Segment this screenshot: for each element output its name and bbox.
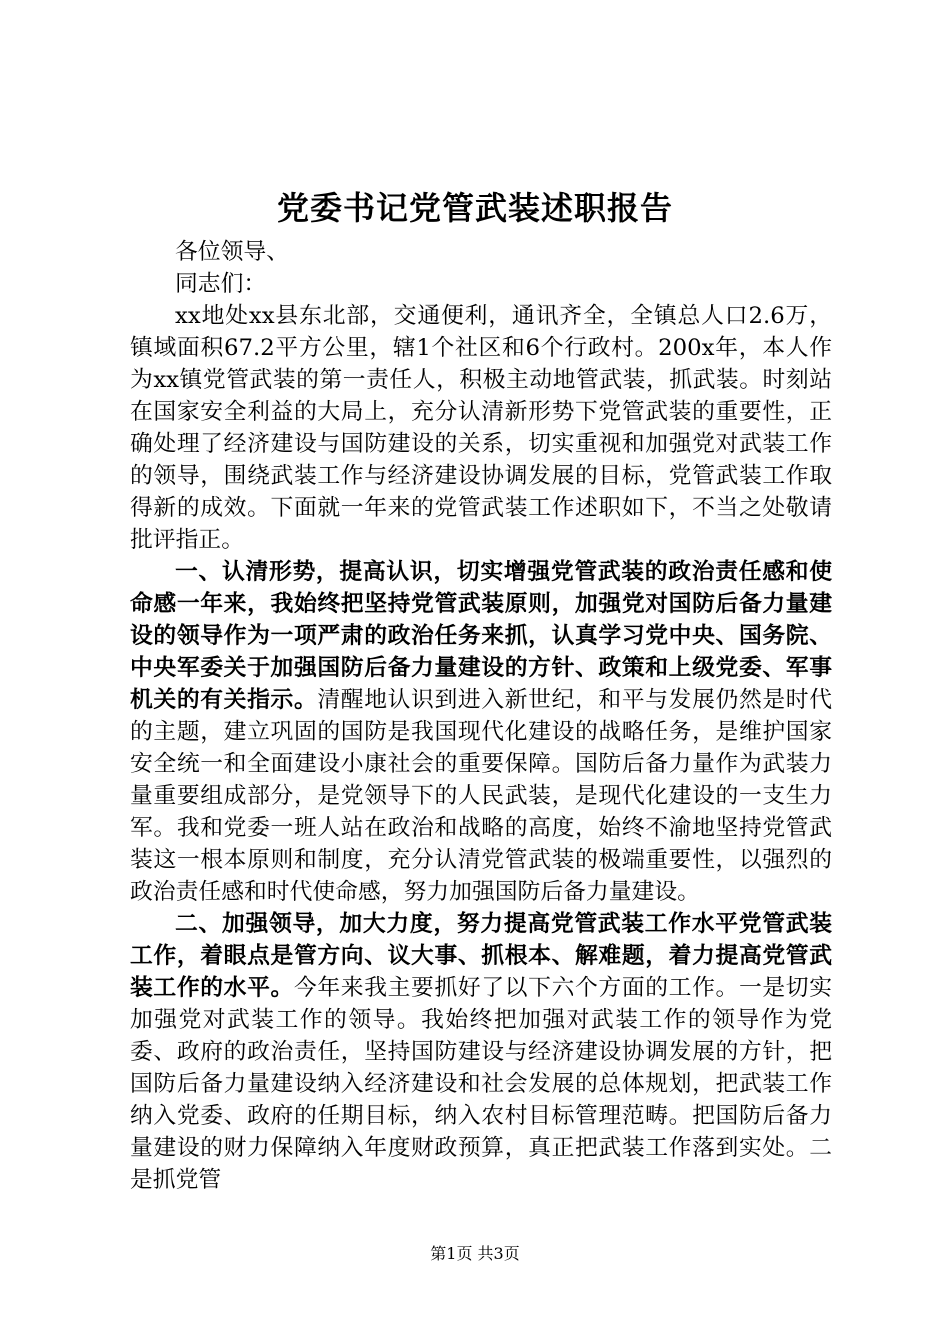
paragraph-intro: xx地处xx县东北部，交通便利，通讯齐全，全镇总人口2.6万，镇域面积67.2平方公里，辖1个社区和6个行政村。200x年，本人作为xx镇党管武装的第一责任人，积极主动地管武装，抓武装。时刻站在国家安全利益的大局上，充分认清新形势下党管武装的重要性，正确处理了经济建设与国防建设的关系，切实重视和加强党对武装工作的领导，围绕武装工作与经济建设协调发展的目标，党管武装工作取得新的成效。下面就一年来的党管武装工作述职如下，不当之处敬请批评指正。 (130, 303, 832, 553)
greeting-line-2: 同志们： (175, 271, 267, 297)
section-1-text: 清醒地认识到进入新世纪，和平与发展仍然是时代的主题，建立巩固的国防是我国现代化建设的战略任务，是维护国家安全统一和全面建设小康社会的重要保障。国防后备力量作为武装力量重要组成部分，是党领导下的人民武装，是现代化建设的一支生力军。我和党委一班人站在政治和战略的高度，始终不渝地坚持党管武装这一根本原则和制度，充分认清党管武装的极端重要性，以强烈的政治责任感和时代使命感，努力加强国防后备力量建设。 (130, 687, 833, 905)
document-body (130, 236, 832, 1196)
paragraph-section-2 (130, 908, 832, 1196)
section-2-heading: 二、加强领导，加大力度，努力提高党管武装工作水平党管武装工作，着眼点是管方向、议大事、抓根本、解难题，着力提高党管武装工作的水平。 (130, 911, 832, 1001)
page-footer: 第1页 共3页 (430, 1244, 520, 1263)
document-title: 党委书记党管武装述职报告 (276, 189, 673, 227)
section-2-text: 今年来我主要抓好了以下六个方面的工作。一是切实加强党对武装工作的领导。我始终把加强对武装工作的领导作为党委、政府的政治责任，坚持国防建设与经济建设协调发展的方针，把国防后备力量建设纳入经济建设和社会发展的总体规划，把武装工作纳入党委、政府的任期目标，纳入农村目标管理范畴。把国防后备力量建设的财力保障纳入年度财政预算，真正把武装工作落到实处。二是抓党管 (130, 975, 833, 1193)
section-1-heading: 一、认清形势，提高认识，切实增强党管武装的政治责任感和使命感一年来，我始终把坚持党管武装原则，加强党对国防后备力量建设的领导作为一项严肃的政治任务来抓，认真学习党中央、国务院、中央军委关于加强国防后备力量建设的方针、政策和上级党委、军事机关的有关指示。 (130, 559, 832, 713)
greeting-line-1: 各位领导、 (175, 239, 289, 265)
paragraph-section-1 (130, 556, 832, 908)
